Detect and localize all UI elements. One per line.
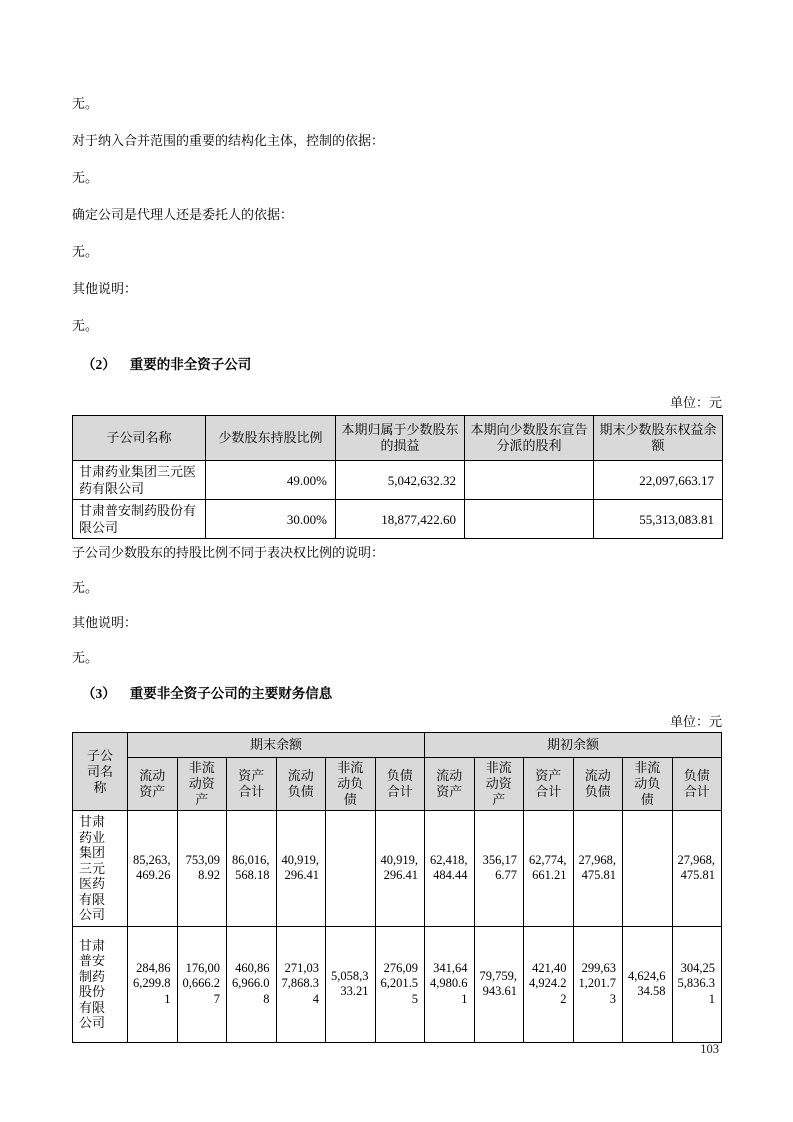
value-cell: 4,624,634.58	[623, 926, 673, 1042]
column-header-dividend-to-minority: 本期向少数股东宣告分派的股利	[465, 416, 594, 461]
value-cell	[326, 811, 376, 927]
value-cell: 40,919,296.41	[276, 811, 326, 927]
table-row	[73, 500, 723, 539]
table-row	[73, 811, 722, 927]
subheader-current-assets: 流动资产	[128, 758, 178, 811]
table-group-header-row	[73, 733, 722, 758]
subheader-total-liabilities: 负债合计	[375, 758, 425, 811]
value-cell: 79,759,943.61	[474, 926, 524, 1042]
subheader-current-liabilities: 流动负债	[276, 758, 326, 811]
equity-cell: 22,097,663.17	[594, 461, 723, 500]
page-number: 103	[700, 1042, 719, 1056]
paragraph-none: 无。	[72, 580, 99, 595]
subheader-current-assets: 流动资产	[425, 758, 475, 811]
dividend-cell	[465, 500, 594, 539]
note-voting-ratio-label: 子公司少数股东的持股比例不同于表决权比例的说明：	[72, 545, 385, 560]
value-cell: 356,176.77	[474, 811, 524, 927]
paragraph-other-notes-label: 其他说明：	[72, 281, 138, 296]
table-subheader-row	[73, 758, 722, 811]
corner-header-subsidiary-name: 子公司名称	[73, 733, 128, 811]
minority-interest-table	[72, 415, 723, 539]
value-cell: 284,866,299.81	[128, 926, 178, 1042]
value-cell: 271,037,868.34	[276, 926, 326, 1042]
section-2-title: 重要的非全资子公司	[129, 357, 252, 372]
value-cell: 5,058,333.21	[326, 926, 376, 1042]
table-header-row	[73, 416, 723, 461]
paragraph-none: 无。	[72, 96, 99, 111]
subsidiary-name-cell: 甘肃药业集团三元医药有限公司	[73, 461, 206, 500]
column-header-minority-ratio: 少数股东持股比例	[206, 416, 336, 461]
section-2-heading	[82, 356, 722, 373]
subsidiary-name-cell: 甘肃药业集团三元医药有限公司	[73, 811, 128, 927]
value-cell: 421,404,924.22	[524, 926, 574, 1042]
value-cell: 460,866,966.08	[227, 926, 277, 1042]
paragraph-other-notes-label: 其他说明：	[72, 615, 138, 630]
subsidiary-name-cell: 甘肃普安制药股份有限公司	[73, 500, 206, 539]
ratio-cell: 49.00%	[206, 461, 336, 500]
subsidiary-financials-table	[72, 732, 722, 1043]
subheader-total-assets: 资产合计	[227, 758, 277, 811]
value-cell: 27,968,475.81	[573, 811, 623, 927]
page-content	[72, 0, 722, 1043]
equity-cell: 55,313,083.81	[594, 500, 723, 539]
value-cell: 276,096,201.55	[375, 926, 425, 1042]
value-cell: 86,016,568.18	[227, 811, 277, 927]
section-2-number: （2）	[82, 357, 116, 372]
section-2-unit-label: 单位：元	[669, 395, 722, 410]
profit-cell: 5,042,632.32	[336, 461, 465, 500]
subheader-current-liabilities: 流动负债	[573, 758, 623, 811]
subheader-noncurrent-liabilities: 非流动负债	[623, 758, 673, 811]
value-cell: 341,644,980.61	[425, 926, 475, 1042]
paragraph-none: 无。	[72, 170, 99, 185]
paragraph-none: 无。	[72, 650, 99, 665]
group-header-ending-balance: 期末余额	[128, 733, 425, 758]
paragraph-structured-entity-basis: 对于纳入合并范围的重要的结构化主体，控制的依据：	[72, 133, 385, 148]
dividend-cell	[465, 461, 594, 500]
value-cell	[623, 811, 673, 927]
value-cell: 27,968,475.81	[672, 811, 722, 927]
subheader-noncurrent-assets: 非流动资产	[474, 758, 524, 811]
table-row	[73, 461, 723, 500]
column-header-subsidiary-name: 子公司名称	[73, 416, 206, 461]
profit-cell: 18,877,422.60	[336, 500, 465, 539]
value-cell: 62,418,484.44	[425, 811, 475, 927]
value-cell: 176,000,666.27	[177, 926, 227, 1042]
value-cell: 85,263,469.26	[128, 811, 178, 927]
value-cell: 62,774,661.21	[524, 811, 574, 927]
column-header-ending-minority-equity: 期末少数股东权益余额	[594, 416, 723, 461]
column-header-profit-to-minority: 本期归属于少数股东的损益	[336, 416, 465, 461]
subheader-noncurrent-assets: 非流动资产	[177, 758, 227, 811]
table-row	[73, 926, 722, 1042]
subsidiary-name-cell: 甘肃普安制药股份有限公司	[73, 926, 128, 1042]
ratio-cell: 30.00%	[206, 500, 336, 539]
group-header-beginning-balance: 期初余额	[425, 733, 722, 758]
value-cell: 753,098.92	[177, 811, 227, 927]
value-cell: 304,255,836.31	[672, 926, 722, 1042]
section-3-heading	[82, 685, 722, 702]
paragraph-none: 无。	[72, 244, 99, 259]
paragraph-none: 无。	[72, 318, 99, 333]
section-3-number: （3）	[82, 686, 116, 701]
paragraph-agent-principal-basis: 确定公司是代理人还是委托人的依据：	[72, 207, 294, 222]
subheader-noncurrent-liabilities: 非流动负债	[326, 758, 376, 811]
subheader-total-assets: 资产合计	[524, 758, 574, 811]
value-cell: 299,631,201.73	[573, 926, 623, 1042]
section-3-unit-label: 单位：元	[669, 714, 722, 729]
value-cell: 40,919,296.41	[375, 811, 425, 927]
section-3-title: 重要非全资子公司的主要财务信息	[129, 686, 333, 701]
subheader-total-liabilities: 负债合计	[672, 758, 722, 811]
